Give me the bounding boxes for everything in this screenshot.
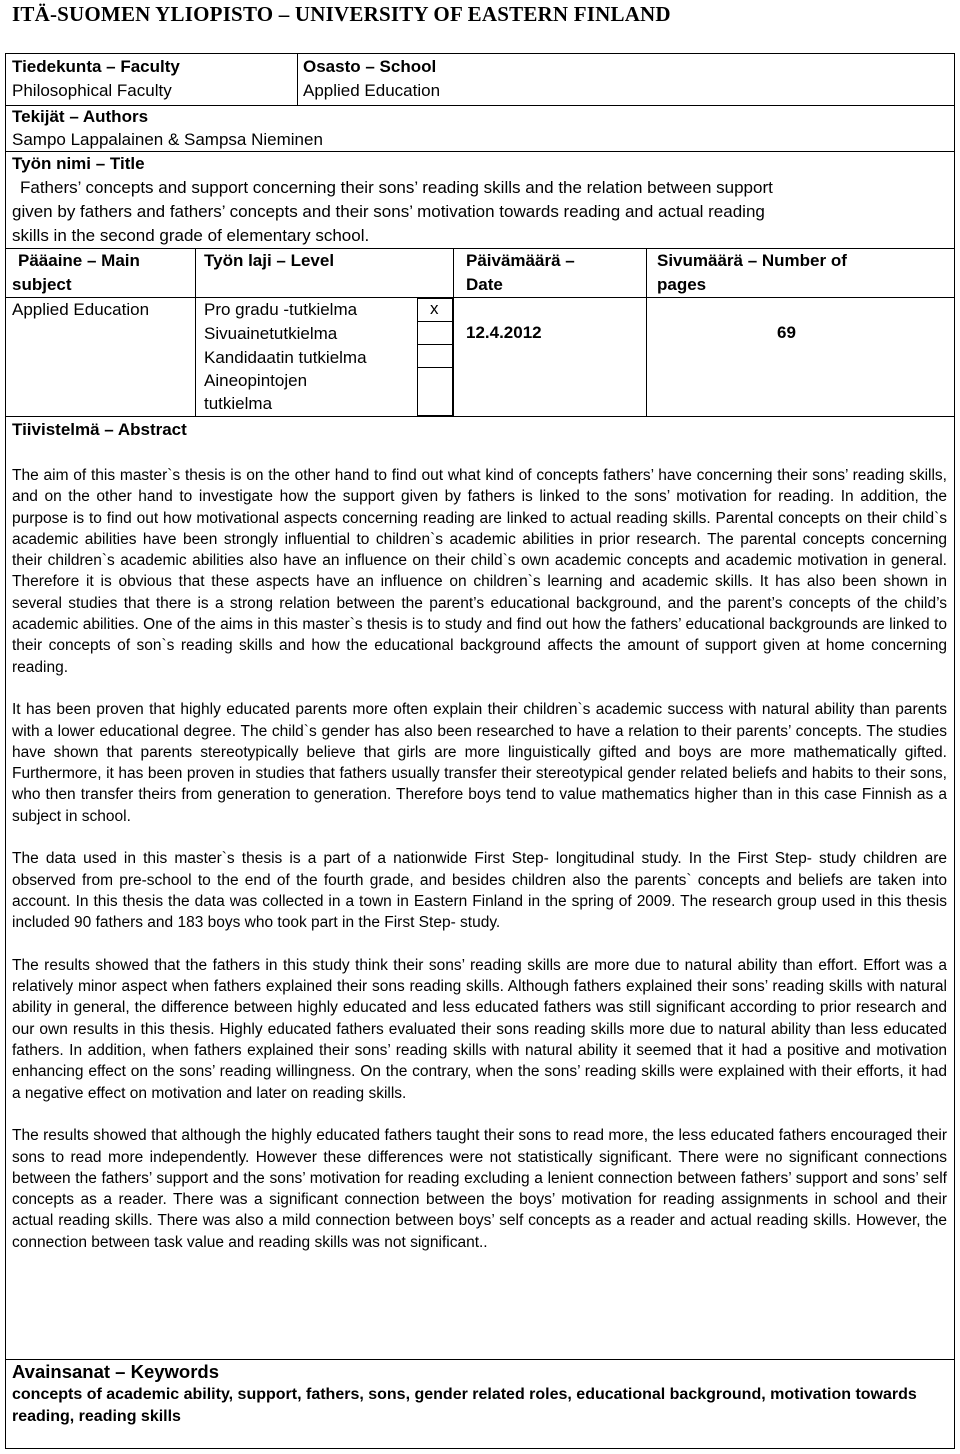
level-checkbox-kandidaatti[interactable] — [417, 344, 453, 368]
subject-divider — [195, 248, 196, 416]
title-line-1: Fathers’ concepts and support concerning their sons’ reading skills and the relation between support — [20, 178, 773, 197]
abstract-paragraph: The results showed that the fathers in this study think their sons’ reading skills are more due to natural ability than effort. Effort was a relatively minor aspect when fathers explained their sons reading skills. Although fathers explained their sons’ reading skills with natural ability in general, the difference between highly educated and less educated fathers was still significant according to prior research and our own results in this thesis. Highly educated fathers evaluated their sons reading skills more due to natural ability than less educated fathers. In addition, when fathers explained their sons’ reading skills with natural ability it seemed that it had a positive and motivation enhancing effect on the sons’ reading willingness. On the contrary, when the sons’ reading skills were explained with their efforts, it had a negative effect on motivation and later on reading skills. — [12, 956, 947, 1102]
pages-label: Sivumäärä – Number of — [657, 251, 847, 270]
level-label: Työn laji – Level — [204, 251, 335, 270]
title-label: Työn nimi – Title — [12, 154, 145, 173]
abstract-paragraph: The data used in this master`s thesis is a part of a nationwide First Step- longitudinal study. In the First Step- study children are observed from pre-school to the end of the fourth grade, and besides children also the parents` concepts and beliefs are taken into account. In this thesis the data was collected in a town in Eastern Finland in the spring of 2009. The research group used in this thesis included 90 fathers and 183 boys who took part in the First Step- study. — [12, 850, 947, 932]
main-subject-value: Applied Education — [12, 300, 150, 319]
date-label: Päivämäärä – — [466, 251, 575, 270]
faculty-school-divider — [297, 53, 298, 105]
level-option-kandidaatti: Kandidaatin tutkielma — [204, 348, 367, 367]
pages-label-2: pages — [657, 275, 707, 294]
checkbox-mark: x — [430, 299, 439, 318]
level-option-aineopinnot: Aineopintojen — [204, 371, 308, 390]
school-label: Osasto – School — [303, 57, 437, 76]
level-checkbox-aineopinnot[interactable] — [417, 367, 453, 416]
authors-label: Tekijät – Authors — [12, 107, 149, 126]
university-name: ITÄ-SUOMEN YLIOPISTO – UNIVERSITY OF EASTERN FINLAND — [12, 2, 671, 26]
pages-divider — [646, 248, 647, 416]
level-option-pro-gradu: Pro gradu -tutkielma — [204, 300, 358, 319]
keywords-divider — [5, 1359, 955, 1360]
level-option-sivuaine: Sivuainetutkielma — [204, 324, 338, 343]
school-value: Applied Education — [303, 81, 441, 100]
title-line-3: skills in the second grade of elementary school. — [12, 226, 370, 245]
abstract-paragraph: The aim of this master`s thesis is on the other hand to find out what kind of concepts fathers’ have concerning their sons’ reading skills, and on the other hand to investigate how the support given by fathers is linked to the sons’ motivation for reading. In addition, the purpose is to find out how motivational aspects concerning reading are linked to actual reading skills. Parental concepts on their child`s academic abilities have been strongly influential to children`s academic abilities in prior research. The parental concepts concerning their children`s academic abilities also have an influence on their child`s own academic concepts and academic motivation in general. Therefore it is obvious that these aspects have an influence on children`s learning and academic skills. It has also been shown in several studies that there is a strong relation between the parent’s educational background, and the parent’s concepts of the child’s academic abilities. One of the aims in this master`s thesis is to study and find out how the fathers’ educational backgrounds are linked to their concepts of son`s reading skills and how the educational background affects the amount of support given at home concerning reading. — [12, 467, 947, 676]
abstract-paragraph: The results showed that although the highly educated fathers taught their sons to read more, the less educated fathers encouraged their sons to read more independently. However these differences were not statistically significant. There were no significant connections between the fathers’ support and the sons’ motivation for reading excluding a lenient connection between fathers’ support and sons’ self concepts as a reader. There was a significant connection between the boys’ motivation for reading assignments in school and their actual reading skills. There was also a mild connection between boys’ self concepts as a reader and actual reading skills. However, the connection between task value and reading skills was not significant.. — [12, 1127, 947, 1251]
level-checkbox-sivuaine[interactable] — [417, 321, 453, 345]
keywords-label: Avainsanat – Keywords — [12, 1361, 220, 1382]
level-checkbox-pro-gradu[interactable] — [417, 298, 453, 322]
abstract-paragraph: It has been proven that highly educated parents more often explain their children`s academic success with natural ability than parents with a lower educational degree. The child`s gender has also been researched to have a relation to their parents’ concepts. The studies have shown that parents stereotypically believe that girls are more linguistically gifted and boys are more mathematically gifted. Furthermore, it has been proven in studies that fathers usually transfer their stereotypical gender related beliefs and habits to their sons, who then transfer theirs from generation to generation. Therefore boys tend to value mathematics higher than in this case Finnish as a subject in school. — [12, 701, 947, 825]
date-divider — [453, 248, 454, 416]
main-subject-label-2: subject — [12, 275, 72, 294]
authors-value: Sampo Lappalainen & Sampsa Nieminen — [12, 130, 323, 149]
title-line-2: given by fathers and fathers’ concepts and their sons’ motivation towards reading and actual reading — [12, 202, 765, 221]
faculty-label: Tiedekunta – Faculty — [12, 57, 180, 76]
abstract-body — [12, 465, 947, 1274]
date-label-2: Date — [466, 275, 503, 294]
pages-value: 69 — [777, 323, 796, 342]
abstract-label: Tiivistelmä – Abstract — [12, 420, 187, 439]
keywords-value: concepts of academic ability, support, fathers, sons, gender related roles, educational background, motivation towards reading, reading skills — [12, 1386, 917, 1425]
main-subject-label: Pääaine – Main — [18, 251, 140, 270]
abstract-divider — [5, 416, 955, 417]
date-value: 12.4.2012 — [466, 323, 542, 342]
faculty-value: Philosophical Faculty — [12, 81, 172, 100]
level-option-aineopinnot-2: tutkielma — [204, 394, 273, 413]
